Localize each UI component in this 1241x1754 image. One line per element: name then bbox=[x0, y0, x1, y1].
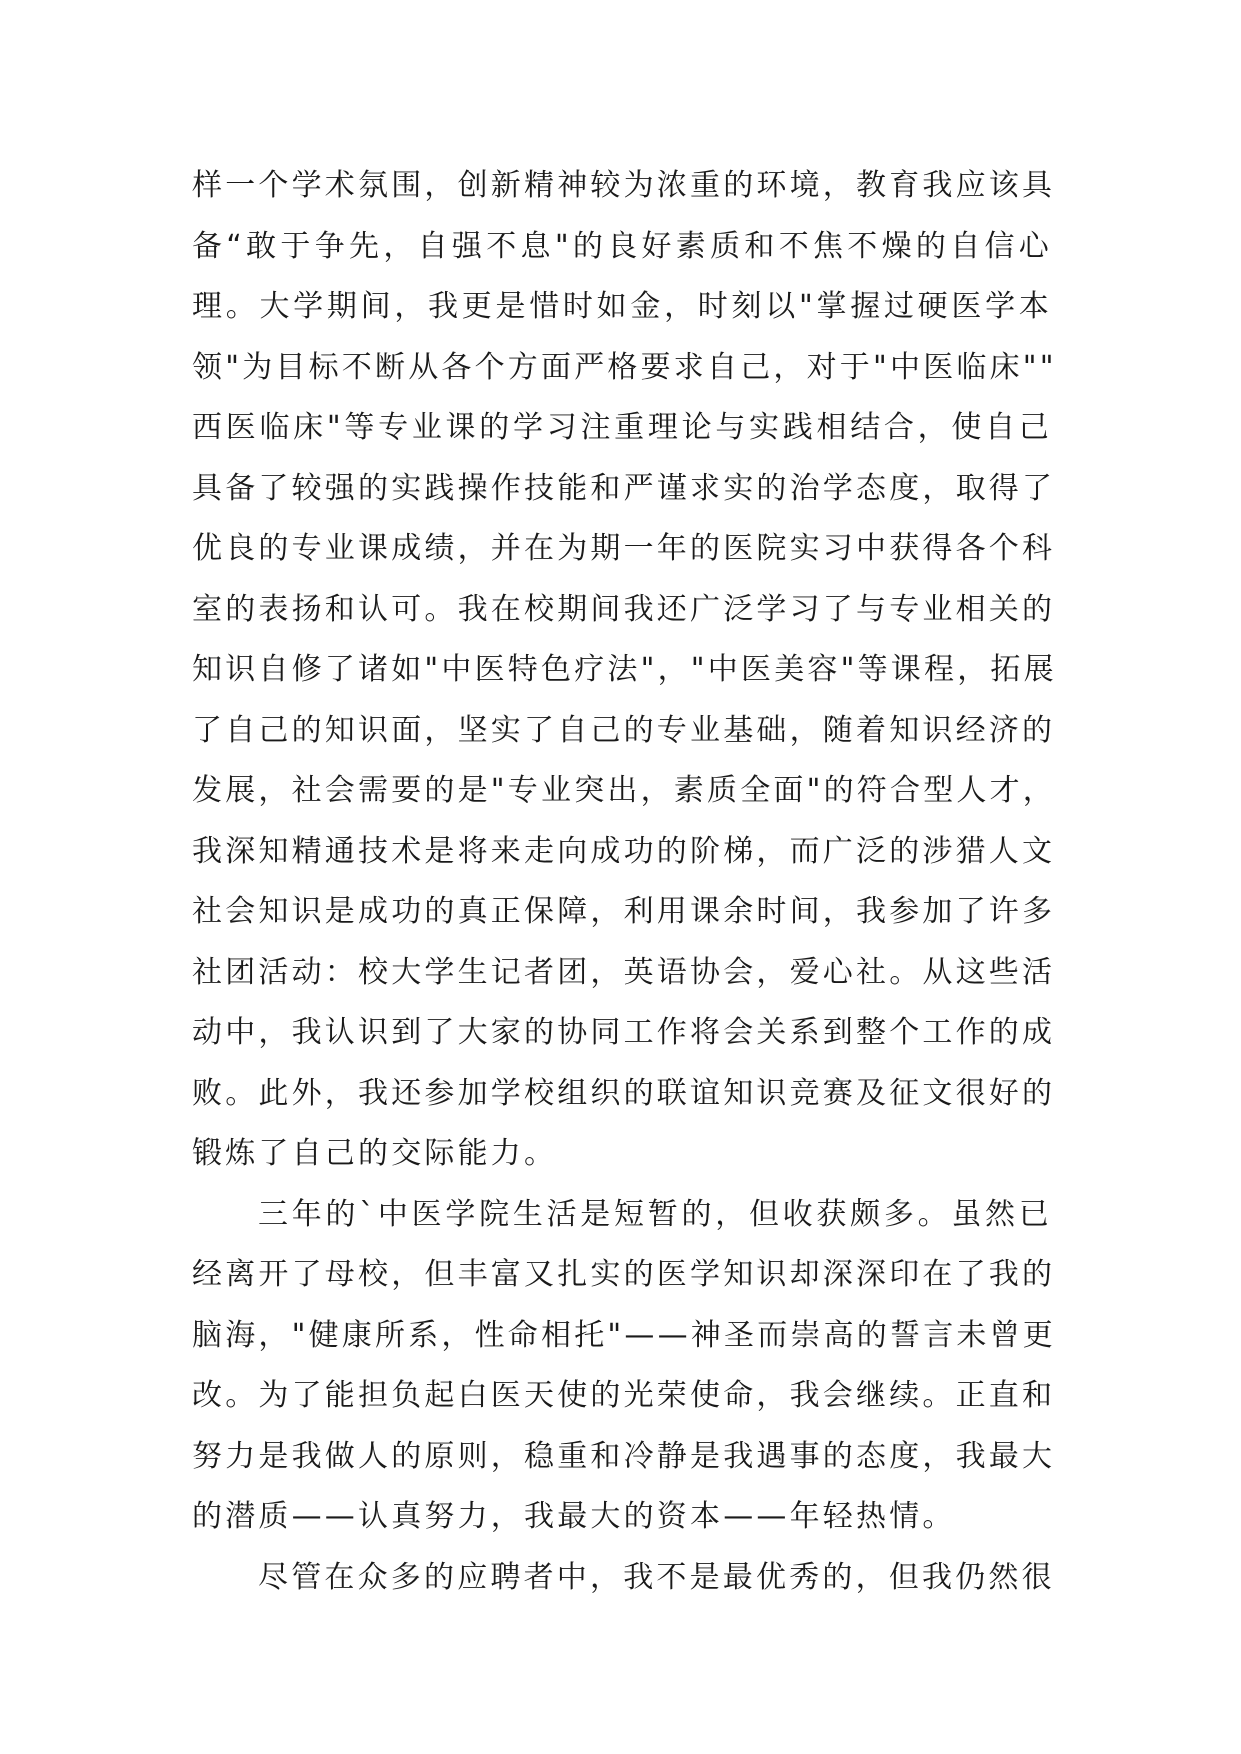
text-line: 动中，我认识到了大家的协同工作将会关系到整个工作的成 bbox=[192, 1015, 1056, 1050]
text-line: 社团活动：校大学生记者团，英语协会，爱心社。从这些活 bbox=[192, 954, 1056, 990]
text-line: 败。此外，我还参加学校组织的联谊知识竞赛及征文很好的 bbox=[192, 1075, 1056, 1111]
text-line: 具备了较强的实践操作技能和严谨求实的治学态度，取得了 bbox=[192, 470, 1056, 506]
text-line: 理。大学期间，我更是惜时如金，时刻以"掌握过硬医学本 bbox=[192, 289, 1052, 324]
paragraph-first-line: 尽管在众多的应聘者中，我不是最优秀的，但我仍然很 bbox=[258, 1559, 1055, 1595]
text-line: 样一个学术氛围，创新精神较为浓重的环境，教育我应该具 bbox=[192, 168, 1056, 203]
text-line: 知识自修了诸如"中医特色疗法"，"中医美容"等课程，拓展 bbox=[192, 652, 1057, 687]
text-line: 经离开了母校，但丰富又扎实的医学知识却深深印在了我的 bbox=[192, 1257, 1056, 1292]
text-line: 发展，社会需要的是"专业突出，素质全面"的符合型人才， bbox=[192, 773, 1056, 808]
text-line: 优良的专业课成绩，并在为期一年的医院实习中获得各个科 bbox=[192, 531, 1056, 566]
text-line: 锻炼了自己的交际能力。 bbox=[192, 1136, 558, 1171]
body-text bbox=[192, 156, 1057, 1608]
text-line: 改。为了能担负起白医天使的光荣使命，我会继续。正直和 bbox=[192, 1378, 1056, 1413]
text-line: 领"为目标不断从各个方面严格要求自己，对于"中医临床"" bbox=[192, 349, 1057, 385]
paragraph-first-line: 三年的`中医学院生活是短暂的，但收获颇多。虽然已 bbox=[258, 1196, 1052, 1232]
text-line: 西医临床"等专业课的学习注重理论与实践相结合，使自己 bbox=[192, 410, 1052, 445]
text-line: 社会知识是成功的真正保障，利用课余时间，我参加了许多 bbox=[192, 894, 1056, 929]
text-line: 了自己的知识面，坚实了自己的专业基础，随着知识经济的 bbox=[192, 712, 1056, 748]
text-line: 我深知精通技术是将来走向成功的阶梯，而广泛的涉猎人文 bbox=[192, 833, 1056, 869]
text-line: 室的表扬和认可。我在校期间我还广泛学习了与专业相关的 bbox=[192, 591, 1056, 627]
text-line: 备“敢于争先，自强不息"的良好素质和不焦不燥的自信心 bbox=[192, 228, 1052, 264]
text-line: 的潜质——认真努力，我最大的资本——年轻热情。 bbox=[192, 1499, 956, 1534]
text-line: 努力是我做人的原则，稳重和冷静是我遇事的态度，我最大 bbox=[192, 1438, 1056, 1474]
text-line: 脑海，"健康所系，性命相托"——神圣而崇高的誓言未曾更 bbox=[192, 1317, 1056, 1353]
